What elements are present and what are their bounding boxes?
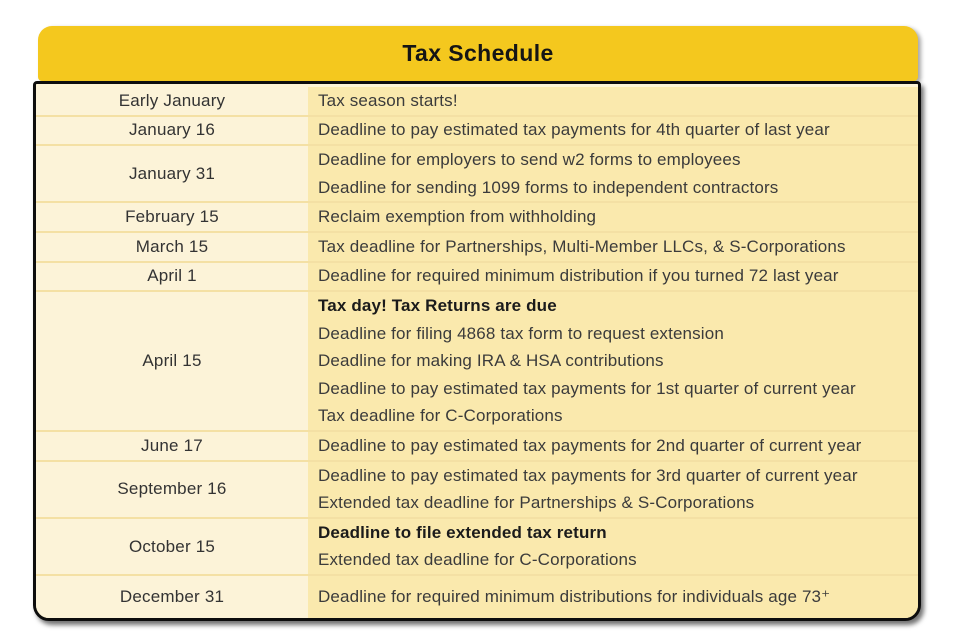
description-line: Tax deadline for C-Corporations [318,406,563,426]
description-line: Tax season starts! [318,90,458,110]
description-cell [308,432,918,460]
table-row [36,430,918,460]
description-line: Tax day! Tax Returns are due [318,295,557,315]
page-title: Tax Schedule [402,40,554,66]
description-line: Deadline for employers to send w2 forms to employees [318,149,741,169]
description-line: Tax deadline for Partnerships, Multi-Member LLCs, & S-Corporations [318,236,846,256]
table-row [36,290,918,430]
table-row [36,574,918,618]
date-cell: Early January [36,87,308,115]
date-cell: September 16 [36,462,308,517]
description-cell [308,462,918,517]
description-cell [308,263,918,291]
description-cell [308,576,918,618]
table-row [36,261,918,291]
table-row [36,144,918,201]
description-cell [308,203,918,231]
description-line: Deadline to pay estimated tax payments for 3rd quarter of current year [318,465,858,485]
date-cell: February 15 [36,203,308,231]
date-cell: June 17 [36,432,308,460]
date-cell: January 31 [36,146,308,201]
description-cell [308,292,918,430]
description-cell [308,519,918,574]
description-line: Deadline to pay estimated tax payments for 4th quarter of last year [318,120,830,140]
description-line: Deadline for filing 4868 tax form to request extension [318,323,724,343]
date-cell: March 15 [36,233,308,261]
table-row [36,231,918,261]
description-cell [308,117,918,145]
description-line: Deadline for required minimum distributions for individuals age 73⁺ [318,587,831,607]
table-row [36,115,918,145]
description-line: Reclaim exemption from withholding [318,207,597,227]
table-row [36,517,918,574]
table-row [36,84,918,115]
description-line: Deadline to pay estimated tax payments for 1st quarter of current year [318,378,856,398]
date-cell: April 15 [36,292,308,430]
description-line: Deadline for required minimum distribution if you turned 72 last year [318,266,839,286]
description-line: Deadline for making IRA & HSA contributions [318,351,664,371]
date-cell: October 15 [36,519,308,574]
description-cell [308,233,918,261]
table-row [36,201,918,231]
description-line: Deadline to file extended tax return [318,522,607,542]
date-cell: January 16 [36,117,308,145]
table-row [36,460,918,517]
description-cell [308,87,918,115]
description-cell [308,146,918,201]
description-line: Extended tax deadline for C-Corporations [318,550,637,570]
date-cell: December 31 [36,576,308,618]
description-line: Deadline to pay estimated tax payments for 2nd quarter of current year [318,435,862,455]
schedule-table [33,81,921,621]
header-bar [38,26,918,81]
date-cell: April 1 [36,263,308,291]
description-line: Extended tax deadline for Partnerships & S-Corporations [318,493,755,513]
description-line: Deadline for sending 1099 forms to independent contractors [318,177,779,197]
